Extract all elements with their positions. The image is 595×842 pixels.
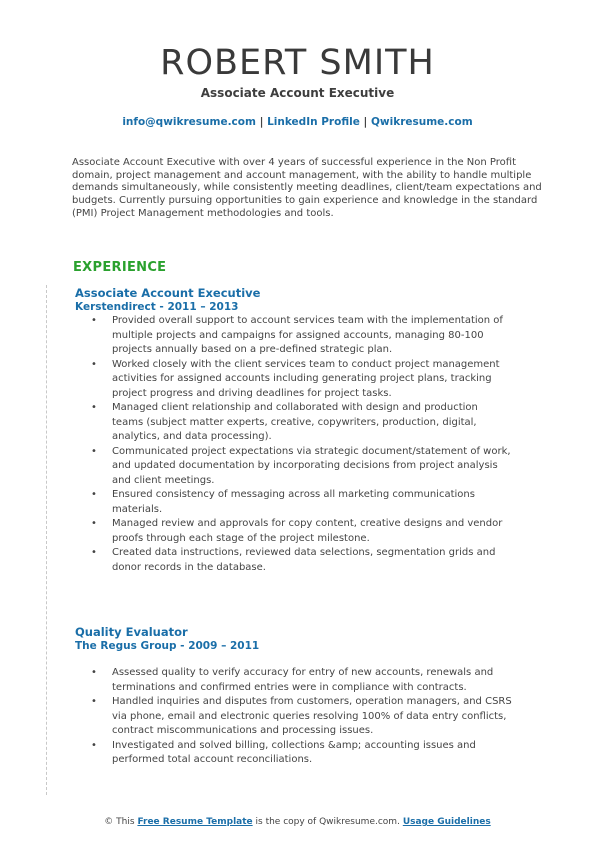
bullet-item: • Created data instructions, reviewed data selections, segmentation grids and donor records in the database. [75, 546, 512, 575]
bullet-item: • Investigated and solved billing, collections &amp; accounting issues and performed total account reconciliations. [75, 739, 512, 768]
separator: | [363, 116, 368, 128]
contact-links [0, 116, 595, 128]
footer-middle: is the copy of Qwikresume.com. [255, 817, 400, 827]
free-resume-template-link[interactable]: Free Resume Template [137, 817, 253, 827]
bullet-item: • Ensured consistency of messaging across all marketing communications materials. [75, 488, 512, 517]
job-title: Quality Evaluator [75, 625, 188, 639]
bullet-item: • Communicated project expectations via strategic document/statement of work, and updated documentation by incorporating decisions from project analysis and client meetings. [75, 445, 512, 489]
candidate-name: ROBERT SMITH [160, 43, 435, 83]
footer-prefix: © This [104, 817, 135, 827]
bullet-item: • Managed review and approvals for copy content, creative designs and vendor proofs through each stage of the project milestone. [75, 517, 512, 546]
profile-summary: Associate Account Executive with over 4 years of successful experience in the Non Profit domain, project management and account management, with the ability to handle multiple demands simultaneously, while consistently meeting deadlines, client/team expectations and budgets. Currently pursuing opportunities to gain experience and knowledge in the standard (PMI) Project Management methodologies and tools. [72, 157, 542, 219]
job-bullets [75, 314, 515, 575]
bullet-item: • Assessed quality to verify accuracy for entry of new accounts, renewals and terminations and confirmed entries were in compliance with contracts. [75, 666, 512, 695]
usage-guidelines-link[interactable]: Usage Guidelines [402, 817, 491, 827]
job-entry [75, 286, 515, 575]
timeline-divider [46, 285, 47, 795]
job-entry [75, 625, 515, 768]
linkedin-link[interactable]: LinkedIn Profile [267, 116, 360, 128]
job-bullets [75, 666, 515, 768]
bullet-item: • Worked closely with the client services team to conduct project management activities for assigned accounts including generating project plans, tracking project progress and driving deadlines for project tasks. [75, 358, 512, 402]
job-title: Associate Account Executive [75, 286, 261, 300]
job-company: The Regus Group - 2009 – 2011 [75, 640, 260, 652]
bullet-item: • Managed client relationship and collaborated with design and production teams (subject matter experts, creative, copywriters, production, digital, analytics, and data processing). [75, 401, 512, 445]
experience-heading: EXPERIENCE [73, 260, 167, 275]
candidate-title: Associate Account Executive [200, 86, 395, 100]
job-company: Kerstendirect - 2011 – 2013 [75, 301, 239, 313]
footer [0, 817, 595, 827]
separator: | [259, 116, 264, 128]
bullet-item: • Provided overall support to account services team with the implementation of multiple projects and campaigns for assigned accounts, managing 80-100 projects annually based on a pre-defined strategic plan. [75, 314, 512, 358]
bullet-item: • Handled inquiries and disputes from customers, operation managers, and CSRS via phone, email and electronic queries resolving 100% of data entry conflicts, contract miscommunications and processing issues. [75, 695, 512, 739]
website-link[interactable]: Qwikresume.com [370, 116, 473, 128]
email-link[interactable]: info@qwikresume.com [122, 116, 256, 128]
